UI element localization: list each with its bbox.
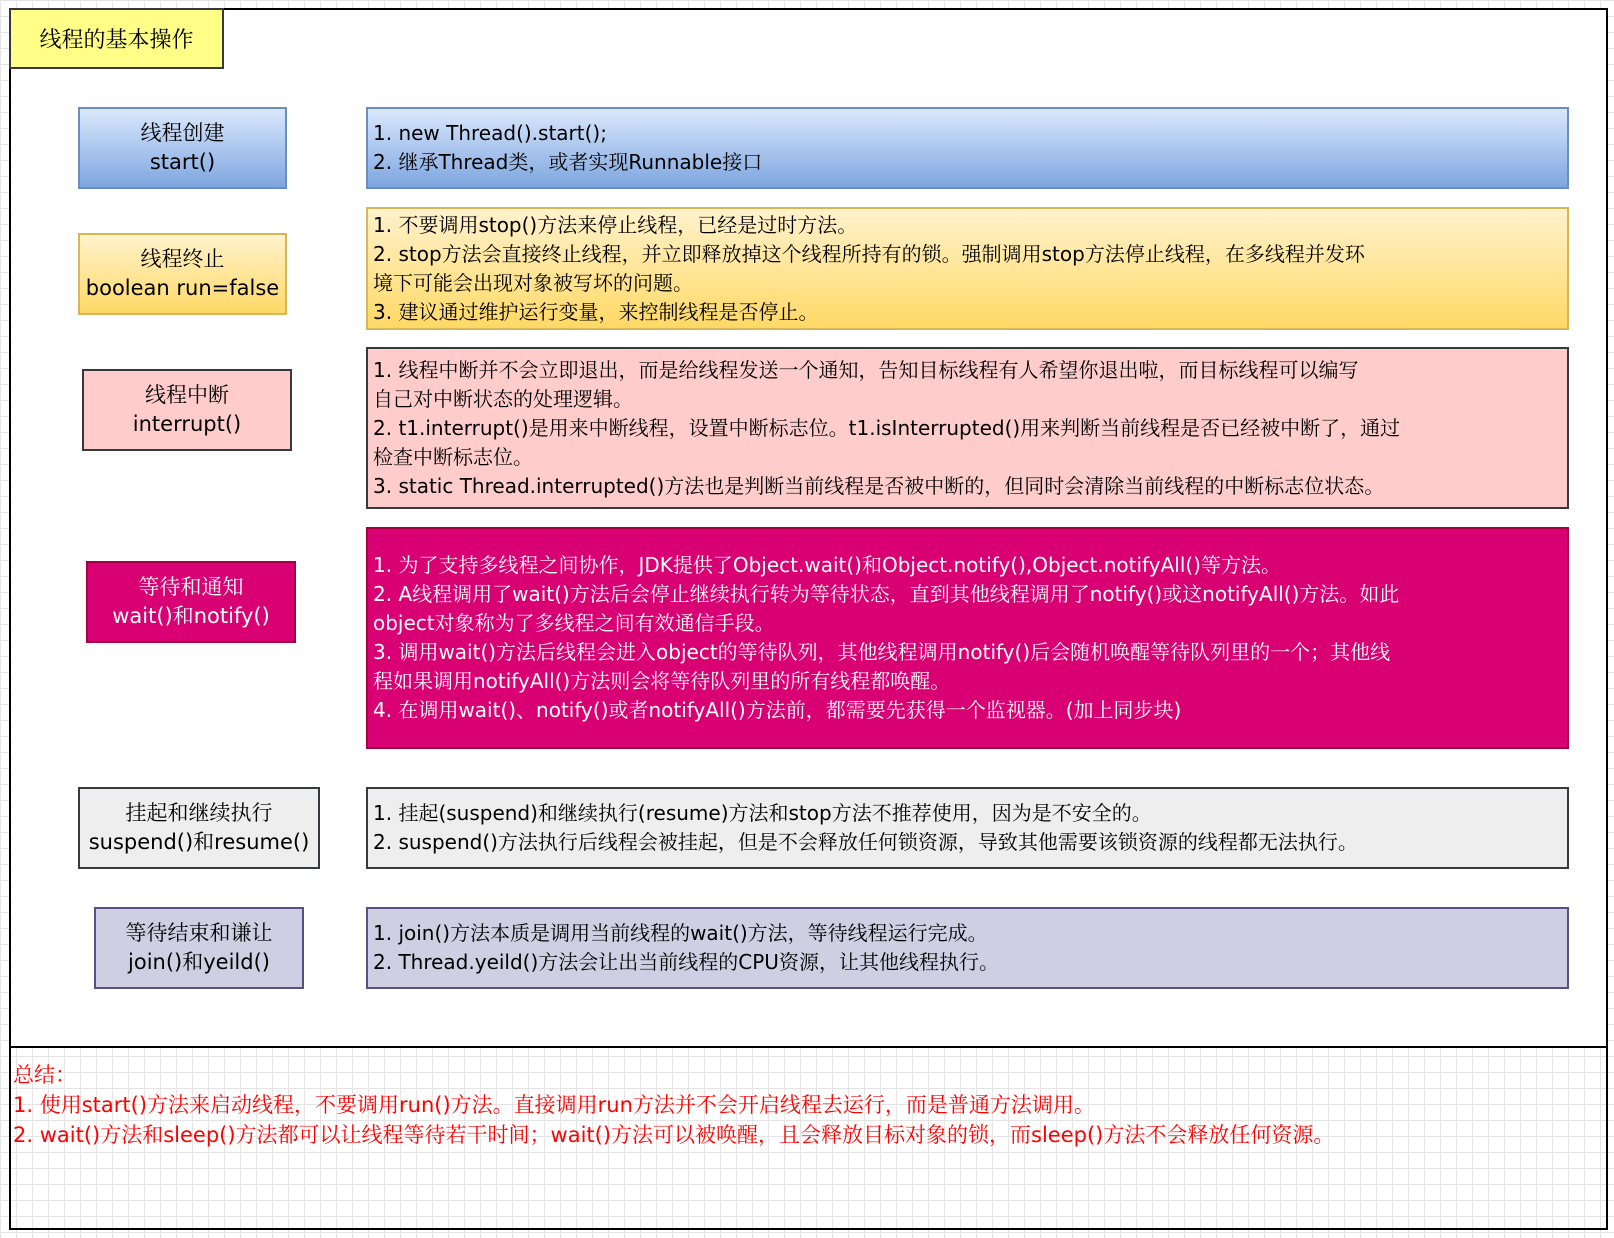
desc-wait-notify xyxy=(366,527,1569,749)
desc-join-yield xyxy=(366,907,1569,989)
summary-section xyxy=(13,1060,1603,1150)
desc-line: 3. 建议通过维护运行变量，来控制线程是否停止。 xyxy=(373,299,819,324)
label-thread-interrupt-method: interrupt() xyxy=(132,412,242,436)
label-join-yield-method: join()和yeild() xyxy=(128,950,270,974)
desc-line: 2. stop方法会直接终止线程，并立即释放掉这个线程所持有的锁。强制调用stop方法停止线程，在多线程并发环 xyxy=(373,241,1365,266)
label-thread-termination xyxy=(78,233,287,315)
desc-line: 1. 挂起(suspend)和继续执行(resume)方法和stop方法不推荐使用，因为是不安全的。 xyxy=(373,801,1152,825)
summary-line: 1. 使用start()方法来启动线程，不要调用run()方法。直接调用run方法并不会开启线程去运行，而是普通方法调用。 xyxy=(13,1093,1095,1117)
desc-thread-creation xyxy=(366,107,1569,189)
label-thread-creation-method: start() xyxy=(149,150,216,174)
label-thread-interrupt-name: 线程中断 xyxy=(145,383,229,407)
summary-line: 2. wait()方法和sleep()方法都可以让线程等待若干时间；wait()方法可以被唤醒，且会释放目标对象的锁，而sleep()方法不会释放任何资源。 xyxy=(13,1123,1335,1147)
desc-line: 1. 为了支持多线程之间协作，JDK提供了Object.wait()和Object.notify(),Object.notifyAll()等方法。 xyxy=(373,553,1281,577)
label-join-yield-name: 等待结束和谦让 xyxy=(125,921,273,945)
label-suspend-resume-name: 挂起和继续执行 xyxy=(125,801,273,825)
desc-line: 2. suspend()方法执行后线程会被挂起，但是不会释放任何锁资源，导致其他需要该锁资源的线程都无法执行。 xyxy=(373,830,1358,854)
desc-line: 2. 继承Thread类，或者实现Runnable接口 xyxy=(373,150,763,174)
desc-line: 4. 在调用wait()、notify()或者notifyAll()方法前，都需要先获得一个监视器。(加上同步块) xyxy=(373,698,1182,722)
desc-line: 2. t1.interrupt()是用来中断线程，设置中断标志位。t1.isInterrupted()用来判断当前线程是否已经被中断了，通过 xyxy=(373,415,1401,440)
desc-line: 1. new Thread().start(); xyxy=(373,121,607,145)
desc-line: 3. static Thread.interrupted()方法也是判断当前线程是否被中断的，但同时会清除当前线程的中断标志位状态。 xyxy=(373,473,1385,498)
desc-line: 1. 线程中断并不会立即退出，而是给线程发送一个通知，告知目标线程有人希望你退出啦，而目标线程可以编写 xyxy=(373,357,1359,382)
label-thread-termination-name: 线程终止 xyxy=(140,247,225,271)
label-thread-creation-name: 线程创建 xyxy=(140,121,225,145)
desc-line: 境下可能会出现对象被写坏的问题。 xyxy=(373,270,693,295)
desc-suspend-resume xyxy=(366,787,1569,869)
label-suspend-resume-method: suspend()和resume() xyxy=(88,830,310,854)
desc-line: 程如果调用notifyAll()方法则会将等待队列里的所有线程都唤醒。 xyxy=(373,669,951,693)
desc-line: 1. 不要调用stop()方法来停止线程，已经是过时方法。 xyxy=(373,212,858,237)
diagram-title: 线程的基本操作 xyxy=(9,8,224,69)
desc-line: 2. Thread.yeild()方法会让出当前线程的CPU资源，让其他线程执行。 xyxy=(373,950,999,974)
label-suspend-resume xyxy=(78,787,320,869)
label-thread-creation xyxy=(78,107,287,189)
desc-line: 自己对中断状态的处理逻辑。 xyxy=(373,386,633,411)
desc-line: 3. 调用wait()方法后线程会进入object的等待队列，其他线程调用notify()后会随机唤醒等待队列里的一个；其他线 xyxy=(373,640,1391,664)
label-join-yield xyxy=(94,907,304,989)
summary-heading: 总结： xyxy=(13,1063,76,1087)
desc-line: 1. join()方法本质是调用当前线程的wait()方法，等待线程运行完成。 xyxy=(373,921,988,945)
desc-thread-termination xyxy=(366,207,1569,330)
label-thread-interrupt xyxy=(82,369,292,451)
label-wait-notify-name: 等待和通知 xyxy=(138,575,244,599)
label-thread-termination-method: boolean run=false xyxy=(85,276,280,300)
desc-line: object对象称为了多线程之间有效通信手段。 xyxy=(373,611,775,635)
label-wait-notify xyxy=(86,561,296,643)
desc-thread-interrupt xyxy=(366,347,1569,509)
label-wait-notify-method: wait()和notify() xyxy=(112,604,270,628)
desc-line: 2. A线程调用了wait()方法后会停止继续执行转为等待状态，直到其他线程调用了notify()或这notifyAll()方法。如此 xyxy=(373,582,1400,606)
desc-line: 检查中断标志位。 xyxy=(373,444,533,469)
